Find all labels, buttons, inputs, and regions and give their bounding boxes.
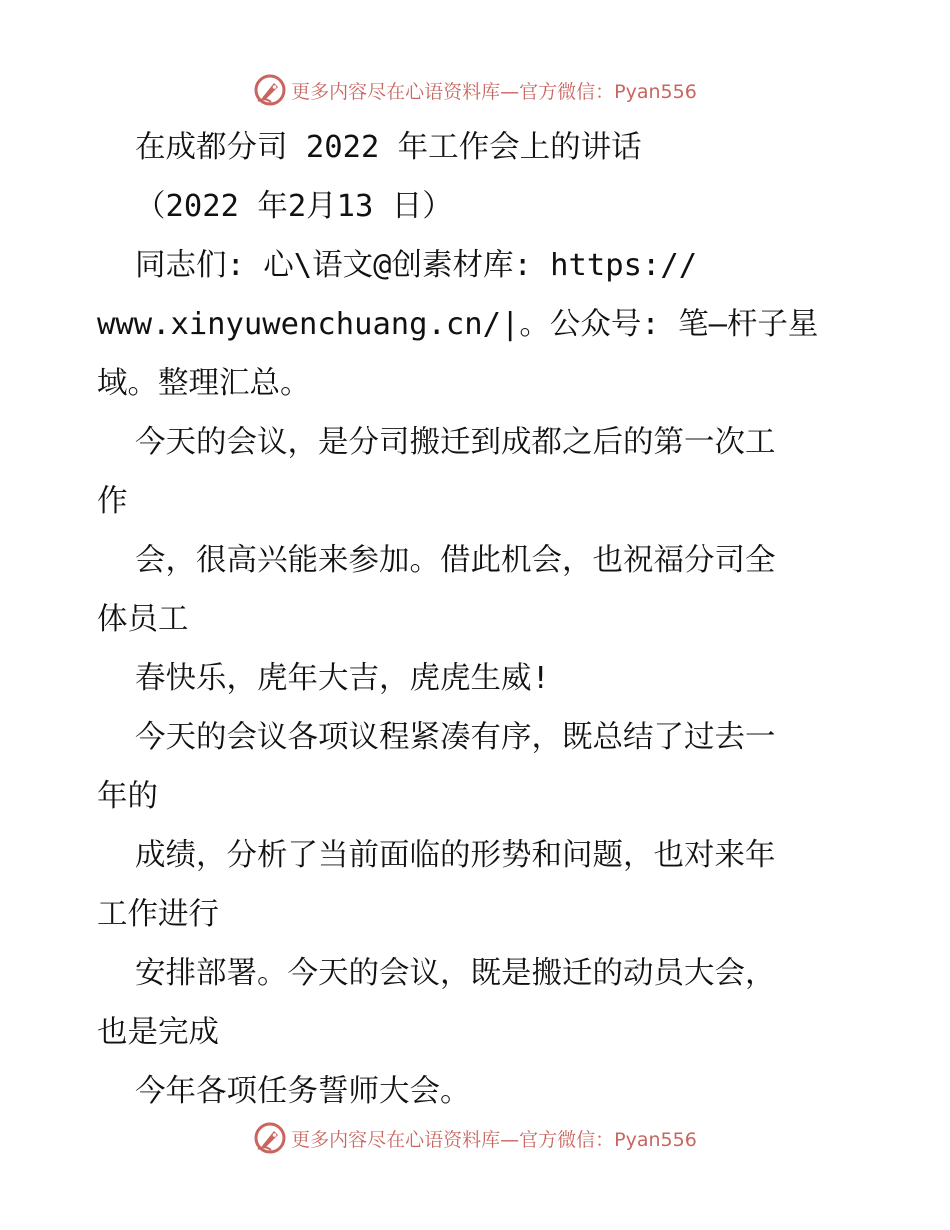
pen-nib-seal-icon [253, 73, 287, 107]
doc-line: 今天的会议，是分司搬迁到成都之后的第一次工 [135, 425, 776, 460]
doc-line: 也是完成 [97, 1015, 219, 1050]
doc-line: 作 [97, 484, 128, 519]
doc-line: www.xinyuwenchuang.cn/|。公众号: 笔—杆子星 [97, 307, 819, 342]
doc-line: 年的 [97, 779, 158, 814]
doc-line: （2022 年2月13 日） [135, 189, 453, 224]
doc-line: 体员工 [97, 602, 189, 637]
doc-line: 工作进行 [97, 897, 219, 932]
doc-line: 成绩，分析了当前面临的形势和问题，也对来年 [135, 838, 776, 873]
doc-line: 安排部署。今天的会议，既是搬迁的动员大会， [135, 956, 776, 991]
pen-nib-seal-icon [253, 1121, 287, 1155]
header-banner [0, 70, 950, 110]
doc-line: 同志们: 心\语文@创素材库: https:// [135, 248, 698, 283]
footer-banner [0, 1118, 950, 1158]
doc-line: 域。整理汇总。 [97, 366, 311, 401]
banner-text: 更多内容尽在心语资料库—官方微信：Pyan556 [291, 80, 697, 103]
banner-text: 更多内容尽在心语资料库—官方微信：Pyan556 [291, 1128, 697, 1151]
doc-line: 今天的会议各项议程紧凑有序，既总结了过去一 [135, 720, 776, 755]
doc-line: 在成都分司 2022 年工作会上的讲话 [135, 130, 642, 165]
document-body [97, 118, 857, 1121]
doc-line: 今年各项任务誓师大会。 [135, 1074, 471, 1109]
doc-line: 春快乐，虎年大吉，虎虎生威! [135, 661, 550, 696]
doc-line: 会，很高兴能来参加。借此机会，也祝福分司全 [135, 543, 776, 578]
